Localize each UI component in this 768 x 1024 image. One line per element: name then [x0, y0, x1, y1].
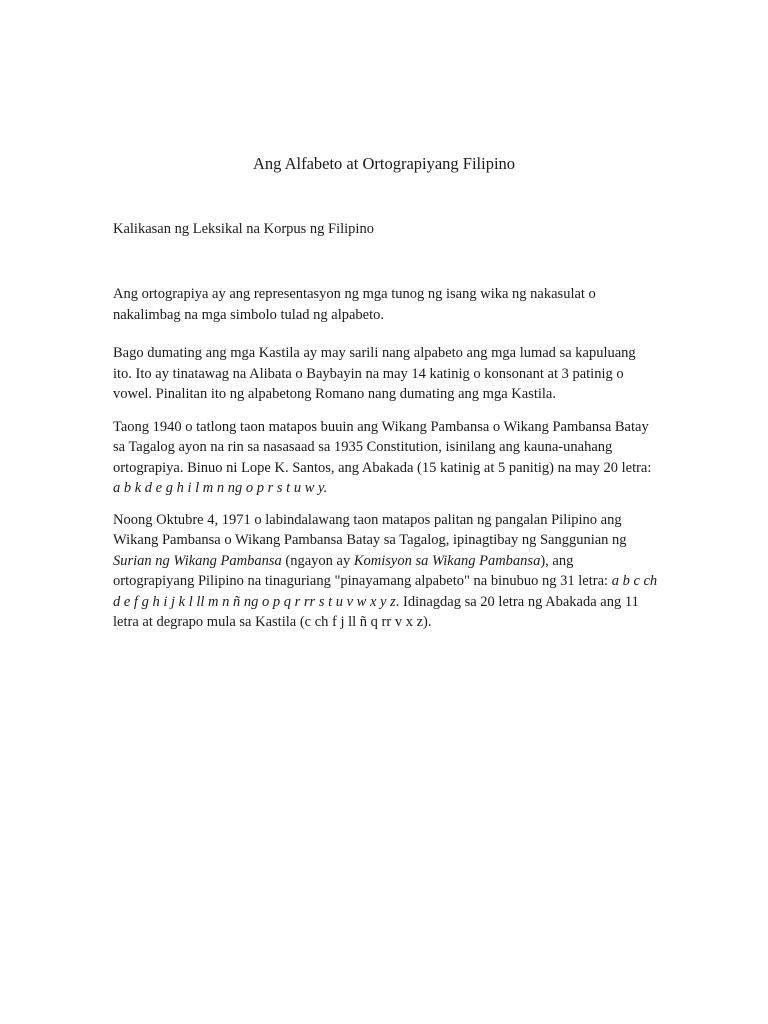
paragraph-abakada-text: Taong 1940 o tatlong taon matapos buuin ang Wikang Pambansa o Wikang Pambansa Batay sa Tagalog ayon na rin sa nasasaad sa 1935 Constitution, isinilang ang kauna-unahang ortograpiya. Binuo ni Lope K. Santos, ang Abakada (15 katinig at 5 panitig) na may 20 letra: — [113, 418, 652, 476]
paragraph-pinayamang-alpabeto — [113, 510, 658, 633]
document-subtitle: Kalikasan ng Leksikal na Korpus ng Filipino — [113, 221, 374, 237]
paragraph-p4-part-c: ), ang ortograpiyang Pilipino na tinaguriang "pinayamang alpabeto" na binubuo ng 31 letra: — [113, 552, 612, 589]
paragraph-ortograpiya: Ang ortograpiya ay ang representasyon ng mga tunog ng isang wika ng nakasulat o nakalimbag na mga simbolo tulad ng alpabeto. — [113, 286, 596, 323]
pinayamang-letters: a b c ch d e f g h i j k l ll m n ñ ng o p q r rr s t u v w x y z — [113, 573, 658, 610]
surian-name: Surian ng Wikang Pambansa — [113, 552, 282, 569]
document-body — [113, 284, 658, 648]
document-title: Ang Alfabeto at Ortograpiyang Filipino — [252, 154, 516, 173]
paragraph-p4-part-d: . Idinagdag sa 20 letra ng Abakada ang 11 letra at degrapo mula sa Kastila (c ch f j ll ñ q rr v x z). — [113, 593, 639, 630]
komisyon-name: Komisyon sa Wikang Pambansa — [353, 552, 541, 569]
paragraph-alibata: Bago dumating ang mga Kastila ay may sarili nang alpabeto ang mga lumad sa kapuluang ito. Ito ay tinatawag na Alibata o Baybayin na may 14 katinig o konsonant at 3 patinig o vowel. Pinalitan ito ng alpabetong Romano nang dumating ang mga Kastila. — [113, 345, 636, 402]
paragraph-p4-part-b: (ngayon ay — [281, 552, 354, 569]
paragraph-p4-part-a: Noong Oktubre 4, 1971 o labindalawang taon matapos palitan ng pangalan Pilipino ang Wikang Pambansa o Wikang Pambansa Batay sa Tagalog, ipinagtibay ng Sanggunian ng — [113, 511, 627, 548]
abakada-letters: a b k d e g h i l m n ng o p r s t u w y. — [113, 480, 328, 496]
paragraph-abakada — [113, 417, 658, 499]
